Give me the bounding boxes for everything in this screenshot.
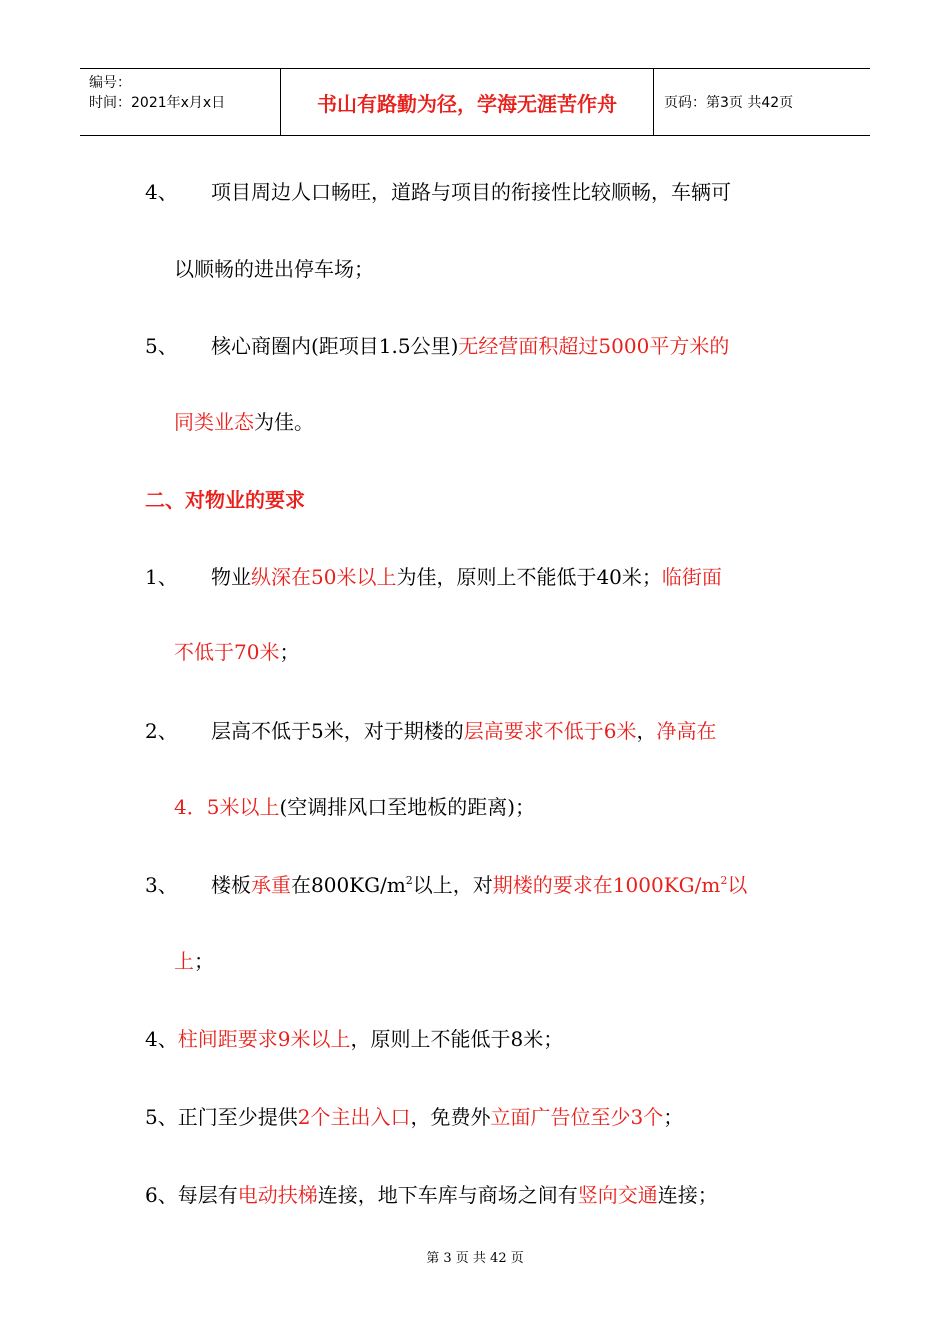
item-4-line1: 4、 项目周边人口畅旺，道路与项目的衔接性比较顺畅，车辆可	[145, 180, 731, 204]
section-heading: 二、对物业的要求	[145, 488, 305, 512]
req-5: 5、正门至少提供2个主出入口，免费外立面广告位至少3个；	[145, 1105, 684, 1129]
req-2-line1: 2、 层高不低于5米，对于期楼的层高要求不低于6米，净高在	[145, 719, 717, 743]
header-time: 时间：2021年x月x日	[89, 95, 226, 111]
header-motto: 书山有路勤为径，学海无涯苦作舟	[281, 69, 654, 135]
req-1-line1: 1、 物业纵深在50米以上为佳，原则上不能低于40米；临街面	[145, 565, 722, 589]
req-3-line1: 3、 楼板承重在$800KG/m^2$以上，对期楼的要求在$1000KG/m^2$以	[145, 873, 748, 897]
item-5-line2: 同类业态为佳。	[174, 410, 314, 434]
req-1-line2: 不低于70米；	[174, 640, 300, 664]
req-2-line2: 4．5米以上(空调排风口至地板的距离)；	[174, 795, 536, 819]
req-6: 6、每层有电动扶梯连接，地下车库与商场之间有竖向交通连接；	[145, 1183, 718, 1207]
page-footer: 第 3 页 共 42 页	[426, 1251, 524, 1266]
item-4-line2: 以顺畅的进出停车场；	[174, 257, 374, 281]
req-4: 4、柱间距要求9米以上，原则上不能低于8米；	[145, 1027, 564, 1051]
page-header	[80, 68, 870, 136]
item-5-line1: 5、 核心商圈内(距项目1.5公里)无经营面积超过5000平方米的	[145, 334, 730, 358]
header-meta	[80, 69, 281, 135]
header-number: 编号：	[89, 75, 131, 91]
req-3-line2: 上；	[174, 949, 214, 973]
header-page-info: 页码：第3页 共42页	[664, 95, 794, 111]
